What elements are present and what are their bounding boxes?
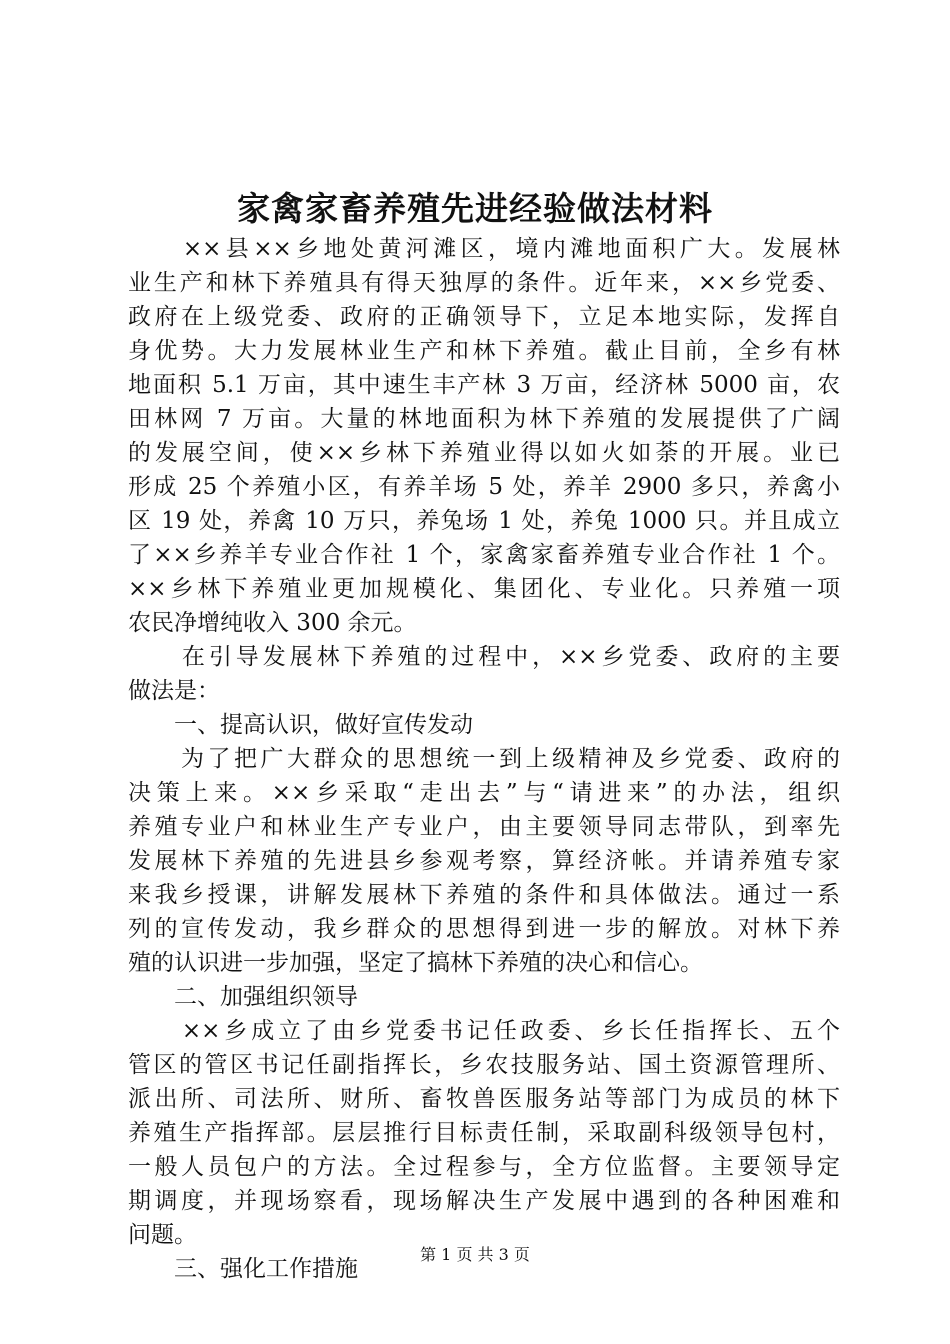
text-line: 区 19 处，养禽 10 万只，养兔场 1 处，养兔 1000 只。并且成立 (128, 508, 840, 534)
text-line: 业生产和林下养殖具有得天独厚的条件。近年来，××乡党委、 (128, 270, 840, 296)
document-title: 家禽家畜养殖先进经验做法材料 (237, 189, 713, 228)
text-line: 政府在上级党委、政府的正确领导下，立足本地实际，发挥自 (128, 304, 840, 330)
section-heading: 二、加强组织领导 (128, 984, 358, 1010)
text-line: 养殖专业户和林业生产专业户，由主要领导同志带队，到率先 (128, 814, 840, 840)
text-line: 来我乡授课，讲解发展林下养殖的条件和具体做法。通过一系 (128, 882, 840, 908)
text-line: 的发展空间，使××乡林下养殖业得以如火如荼的开展。业已 (128, 440, 840, 466)
text-line: 发展林下养殖的先进县乡参观考察，算经济帐。并请养殖专家 (128, 848, 840, 874)
page-footer: 第 1 页 共 3 页 (420, 1245, 530, 1264)
text-line: 问题。 (128, 1222, 197, 1248)
text-line: 期调度，并现场察看，现场解决生产发展中遇到的各种困难和 (128, 1188, 840, 1214)
text-line: 管区的管区书记任副指挥长，乡农技服务站、国土资源管理所、 (128, 1052, 840, 1078)
text-line: 一般人员包户的方法。全过程参与，全方位监督。主要领导定 (128, 1154, 840, 1180)
section-heading: 三、强化工作措施 (128, 1256, 358, 1282)
text-line: 农民净增纯收入 300 余元。 (128, 610, 417, 636)
text-line: ××乡成立了由乡党委书记任政委、乡长任指挥长、五个 (128, 1018, 840, 1044)
text-line: 派出所、司法所、财所、畜牧兽医服务站等部门为成员的林下 (128, 1086, 840, 1112)
text-line: 田林网 7 万亩。大量的林地面积为林下养殖的发展提供了广阔 (128, 406, 840, 432)
text-line: 决策上来。××乡采取“走出去”与“请进来”的办法，组织 (128, 780, 840, 806)
text-line: 了××乡养羊专业合作社 1 个，家禽家畜养殖专业合作社 1 个。 (128, 542, 840, 568)
text-line: ××乡林下养殖业更加规模化、集团化、专业化。只养殖一项 (128, 576, 840, 602)
text-line: 殖的认识进一步加强，坚定了搞林下养殖的决心和信心。 (128, 950, 703, 976)
text-line: 养殖生产指挥部。层层推行目标责任制，采取副科级领导包村， (128, 1120, 840, 1146)
text-line: ××县××乡地处黄河滩区，境内滩地面积广大。发展林 (128, 236, 840, 262)
text-line: 地面积 5.1 万亩，其中速生丰产林 3 万亩，经济林 5000 亩，农 (128, 372, 840, 398)
text-line: 形成 25 个养殖小区，有养羊场 5 处，养羊 2900 多只，养禽小 (128, 474, 840, 500)
text-line: 为了把广大群众的思想统一到上级精神及乡党委、政府的 (128, 746, 840, 772)
text-line: 做法是： (128, 678, 220, 704)
document-body (128, 232, 840, 1286)
text-line: 列的宣传发动，我乡群众的思想得到进一步的解放。对林下养 (128, 916, 840, 942)
section-heading: 一、提高认识，做好宣传发动 (128, 712, 473, 738)
text-line: 在引导发展林下养殖的过程中，××乡党委、政府的主要 (128, 644, 840, 670)
text-line: 身优势。大力发展林业生产和林下养殖。截止目前，全乡有林 (128, 338, 840, 364)
